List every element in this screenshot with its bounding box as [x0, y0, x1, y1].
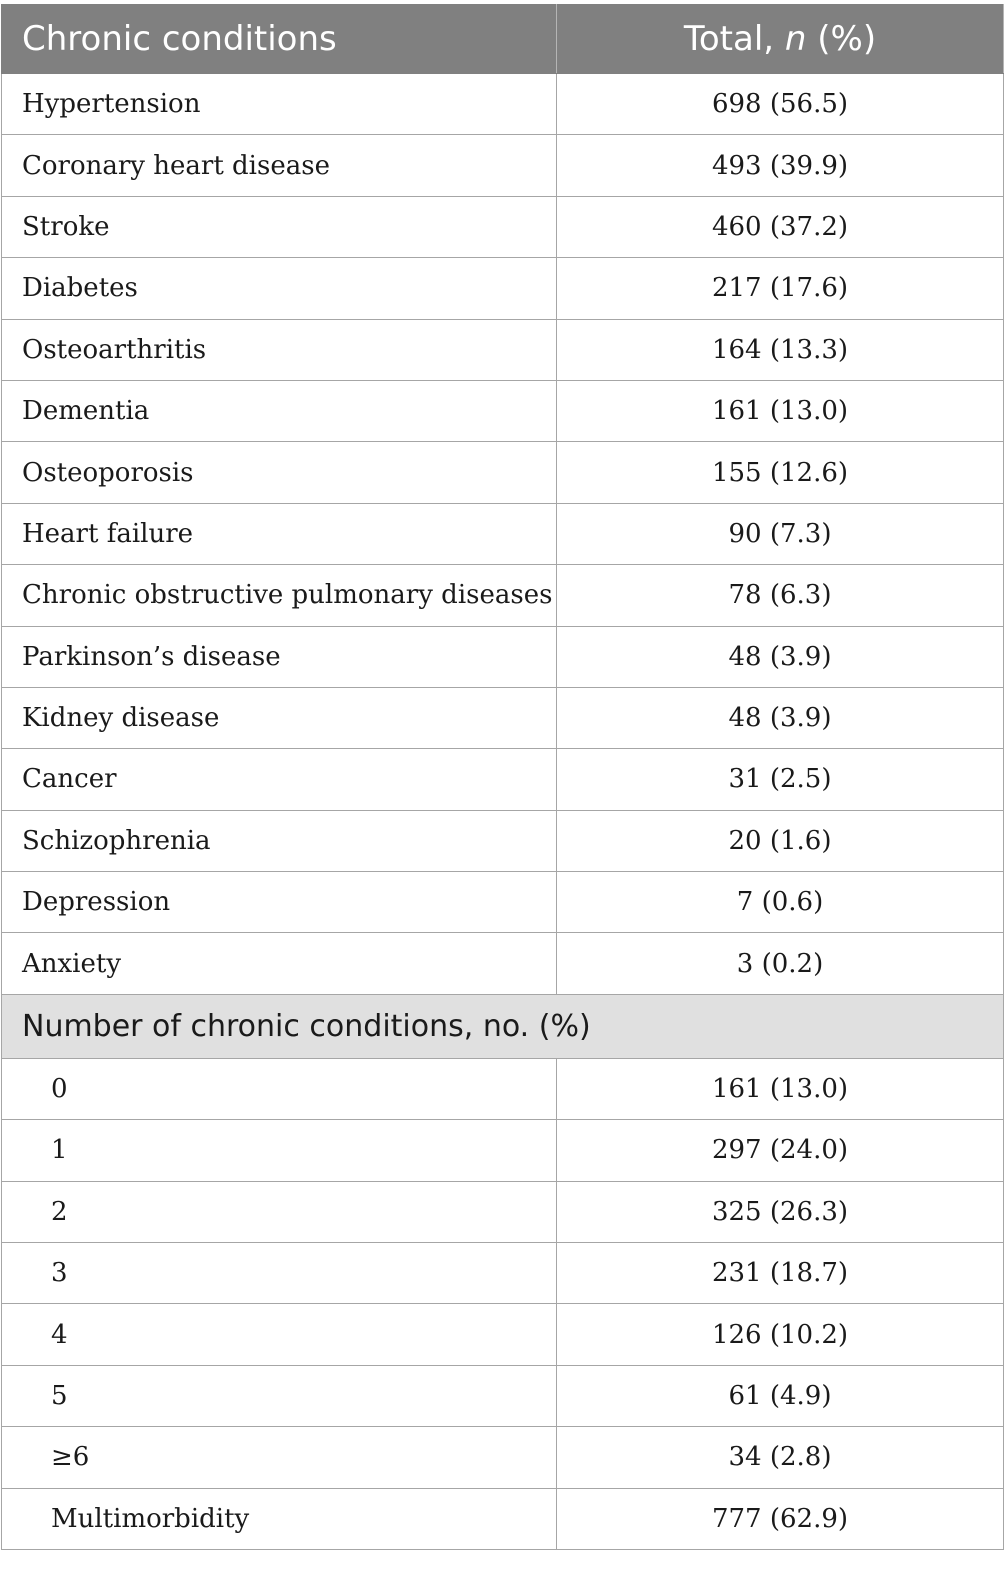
- header-total-suffix: (%): [806, 19, 877, 59]
- table-row: [2, 1058, 1004, 1119]
- condition-value: 48 (3.9): [557, 626, 1004, 687]
- condition-value: 7 (0.6): [557, 872, 1004, 933]
- condition-name: Coronary heart disease: [2, 135, 557, 196]
- count-value: 297 (24.0): [557, 1120, 1004, 1181]
- condition-value: 155 (12.6): [557, 442, 1004, 503]
- section-header-row: [2, 994, 1004, 1058]
- count-value: 34 (2.8): [557, 1427, 1004, 1488]
- table-row: [2, 872, 1004, 933]
- count-name: 2: [2, 1181, 557, 1242]
- count-name: ≥6: [2, 1427, 557, 1488]
- table-row: [2, 565, 1004, 626]
- condition-name: Chronic obstructive pulmonary diseases: [2, 565, 557, 626]
- table-row: [2, 503, 1004, 564]
- table-row: [2, 319, 1004, 380]
- condition-value: 698 (56.5): [557, 74, 1004, 135]
- table-row: [2, 1365, 1004, 1426]
- table-row: [2, 1427, 1004, 1488]
- count-name: 4: [2, 1304, 557, 1365]
- table-row: [2, 196, 1004, 257]
- condition-value: 493 (39.9): [557, 135, 1004, 196]
- condition-value: 217 (17.6): [557, 258, 1004, 319]
- table-row: [2, 1120, 1004, 1181]
- table-row: [2, 1181, 1004, 1242]
- header-total: [557, 5, 1004, 74]
- condition-name: Anxiety: [2, 933, 557, 994]
- count-name: 1: [2, 1120, 557, 1181]
- condition-name: Osteoporosis: [2, 442, 557, 503]
- condition-name: Parkinson’s disease: [2, 626, 557, 687]
- condition-name: Osteoarthritis: [2, 319, 557, 380]
- condition-value: 164 (13.3): [557, 319, 1004, 380]
- table-row: [2, 810, 1004, 871]
- condition-value: 48 (3.9): [557, 687, 1004, 748]
- condition-name: Dementia: [2, 380, 557, 441]
- header-total-n: n: [784, 19, 807, 59]
- condition-name: Depression: [2, 872, 557, 933]
- table-row: [2, 1488, 1004, 1549]
- table-row: [2, 135, 1004, 196]
- table-row: [2, 749, 1004, 810]
- header-total-prefix: Total,: [683, 19, 785, 59]
- condition-value: 3 (0.2): [557, 933, 1004, 994]
- table-row: [2, 1304, 1004, 1365]
- condition-value: 31 (2.5): [557, 749, 1004, 810]
- condition-name: Cancer: [2, 749, 557, 810]
- condition-name: Diabetes: [2, 258, 557, 319]
- table-body: [2, 74, 1004, 1550]
- count-value: 126 (10.2): [557, 1304, 1004, 1365]
- table-row: [2, 380, 1004, 441]
- chronic-conditions-table: [1, 4, 1004, 1550]
- table-row: [2, 74, 1004, 135]
- count-name: Multimorbidity: [2, 1488, 557, 1549]
- count-value: 325 (26.3): [557, 1181, 1004, 1242]
- count-name: 0: [2, 1058, 557, 1119]
- count-value: 161 (13.0): [557, 1058, 1004, 1119]
- count-name: 5: [2, 1365, 557, 1426]
- condition-value: 20 (1.6): [557, 810, 1004, 871]
- condition-value: 161 (13.0): [557, 380, 1004, 441]
- condition-name: Hypertension: [2, 74, 557, 135]
- condition-name: Stroke: [2, 196, 557, 257]
- table-row: [2, 1243, 1004, 1304]
- count-value: 777 (62.9): [557, 1488, 1004, 1549]
- condition-name: Kidney disease: [2, 687, 557, 748]
- count-value: 61 (4.9): [557, 1365, 1004, 1426]
- condition-value: 78 (6.3): [557, 565, 1004, 626]
- condition-name: Heart failure: [2, 503, 557, 564]
- table-header-row: [2, 5, 1004, 74]
- table-row: [2, 687, 1004, 748]
- count-name: 3: [2, 1243, 557, 1304]
- header-chronic-conditions: Chronic conditions: [2, 5, 557, 74]
- table-row: [2, 442, 1004, 503]
- table-row: [2, 626, 1004, 687]
- count-value: 231 (18.7): [557, 1243, 1004, 1304]
- table-row: [2, 933, 1004, 994]
- condition-value: 460 (37.2): [557, 196, 1004, 257]
- condition-value: 90 (7.3): [557, 503, 1004, 564]
- condition-name: Schizophrenia: [2, 810, 557, 871]
- section-label: Number of chronic conditions, no. (%): [2, 994, 1004, 1058]
- table-row: [2, 258, 1004, 319]
